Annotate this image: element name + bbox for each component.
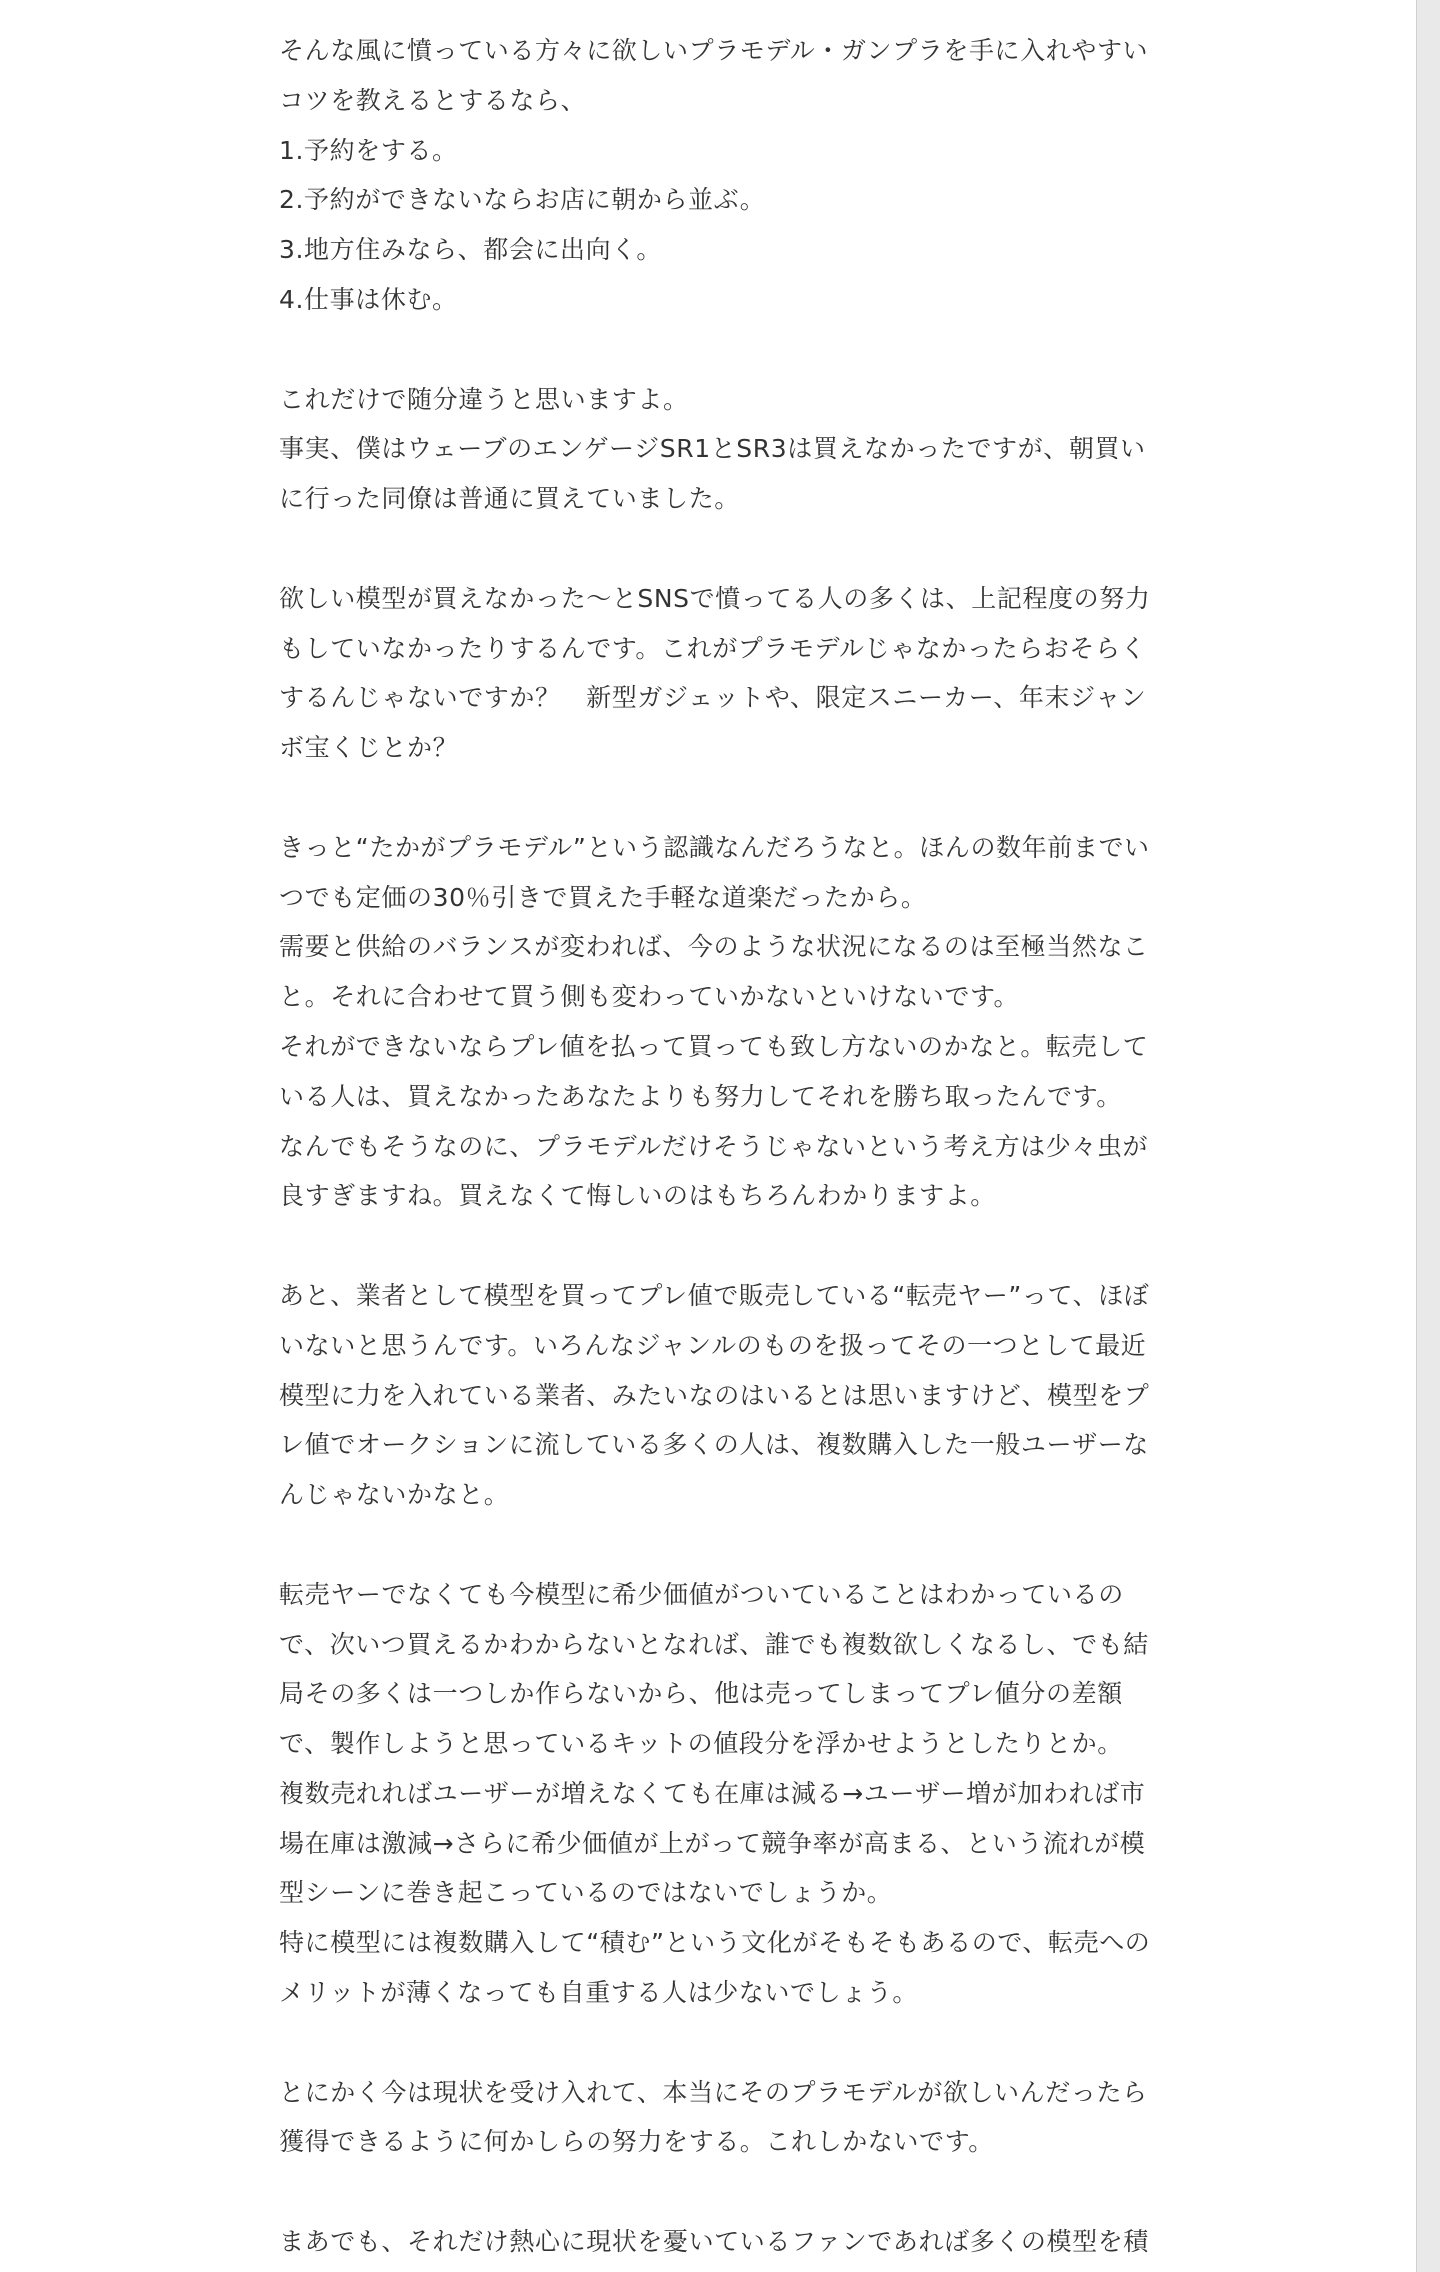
text-line: 局その多くは一つしか作らないから、他は売ってしまってプレ値分の差額 bbox=[279, 1679, 1123, 1709]
text-line: いる人は、買えなかったあなたよりも努力してそれを勝ち取ったんです。 bbox=[279, 1081, 1122, 1111]
text-line: つでも定価の30％引きで買えた手軽な道楽だったから。 bbox=[279, 882, 927, 912]
paragraph bbox=[279, 2068, 1148, 2168]
text-line: コツを教えるとするなら、 bbox=[279, 85, 587, 115]
text-line: 複数売れればユーザーが増えなくても在庫は減る→ユーザー増が加われば市 bbox=[279, 1778, 1146, 1808]
paragraph bbox=[279, 375, 1146, 524]
text-line: まあでも、それだけ熱心に現状を憂いているファンであれば多くの模型を積 bbox=[279, 2227, 1149, 2257]
text-line: 4.仕事は休む。 bbox=[279, 284, 458, 314]
text-line: そんな風に憤っている方々に欲しいプラモデル・ガンプラを手に入れやすい bbox=[279, 36, 1149, 65]
article-body bbox=[279, 26, 1151, 2272]
text-line: とにかく今は現状を受け入れて、本当にそのプラモデルが欲しいんだったら bbox=[279, 2077, 1148, 2107]
paragraph bbox=[279, 1271, 1150, 1520]
text-line: もしていなかったりするんです。これがプラモデルじゃなかったらおそらく bbox=[279, 633, 1147, 663]
text-line: レ値でオークションに流している多くの人は、複数購入した一般ユーザーな bbox=[279, 1430, 1149, 1460]
text-line: 需要と供給のバランスが変われば、今のような状況になるのは至極当然なこ bbox=[279, 932, 1149, 962]
text-line: 転売ヤーでなくても今模型に希少価値がついていることはわかっているの bbox=[279, 1579, 1124, 1609]
text-line: で、次いつ買えるかわからないとなれば、誰でも複数欲しくなるし、でも結 bbox=[279, 1629, 1149, 1659]
paragraph bbox=[279, 26, 1149, 325]
text-line: なんでもそうなのに、プラモデルだけそうじゃないという考え方は少々虫が bbox=[279, 1131, 1149, 1161]
text-line: これだけで随分違うと思いますよ。 bbox=[279, 384, 689, 414]
vertical-scrollbar[interactable] bbox=[1416, 0, 1440, 2272]
text-line: 1.予約をする。 bbox=[279, 135, 458, 165]
text-line: 事実、僕はウェーブのエンゲージSR1とSR3は買えなかったですが、朝買い bbox=[279, 434, 1146, 464]
text-line: 3.地方住みなら、都会に出向く。 bbox=[279, 235, 662, 265]
paragraph bbox=[279, 1570, 1151, 2018]
text-line: メリットが薄くなっても自重する人は少ないでしょう。 bbox=[279, 1978, 919, 2008]
paragraph bbox=[279, 574, 1151, 773]
text-line: に行った同僚は普通に買えていました。 bbox=[279, 484, 740, 514]
text-line: 獲得できるように何かしらの努力をする。これしかないです。 bbox=[279, 2127, 994, 2157]
text-line: と。それに合わせて買う側も変わっていかないといけないです。 bbox=[279, 982, 1020, 1012]
text-line: いないと思うんです。いろんなジャンルのものを扱ってその一つとして最近 bbox=[279, 1330, 1147, 1360]
text-line: 模型に力を入れている業者、みたいなのはいるとは思いますけど、模型をプ bbox=[279, 1380, 1150, 1410]
paragraph bbox=[279, 2217, 1149, 2267]
text-line: 良すぎますね。買えなくて悔しいのはもちろんわかりますよ。 bbox=[279, 1181, 996, 1211]
text-line: 場在庫は激減→さらに希少価値が上がって競争率が高まる、という流れが模 bbox=[279, 1828, 1146, 1858]
text-line: んじゃないかなと。 bbox=[279, 1480, 510, 1510]
text-line: 欲しい模型が買えなかった〜とSNSで憤ってる人の多くは、上記程度の努力 bbox=[279, 583, 1151, 613]
text-line: 型シーンに巻き起こっているのではないでしょうか。 bbox=[279, 1878, 893, 1908]
text-line: するんじゃないですか？ 新型ガジェットや、限定スニーカー、年末ジャン bbox=[279, 683, 1147, 713]
text-line: あと、業者として模型を買ってプレ値で販売している“転売ヤー”って、ほぼ bbox=[279, 1280, 1150, 1310]
paragraph bbox=[279, 823, 1150, 1221]
text-line: 2.予約ができないならお店に朝から並ぶ。 bbox=[279, 185, 766, 215]
text-line: 特に模型には複数購入して“積む”という文化がそもそもあるので、転売への bbox=[279, 1928, 1151, 1958]
text-line: ボ宝くじとか？ bbox=[279, 733, 459, 763]
text-line: で、製作しようと思っているキットの値段分を浮かせようとしたりとか。 bbox=[279, 1729, 1123, 1759]
text-line: きっと“たかがプラモデル”という認識なんだろうなと。ほんの数年前までい bbox=[279, 832, 1150, 862]
text-line: それができないならプレ値を払って買っても致し方ないのかなと。転売して bbox=[279, 1031, 1149, 1061]
